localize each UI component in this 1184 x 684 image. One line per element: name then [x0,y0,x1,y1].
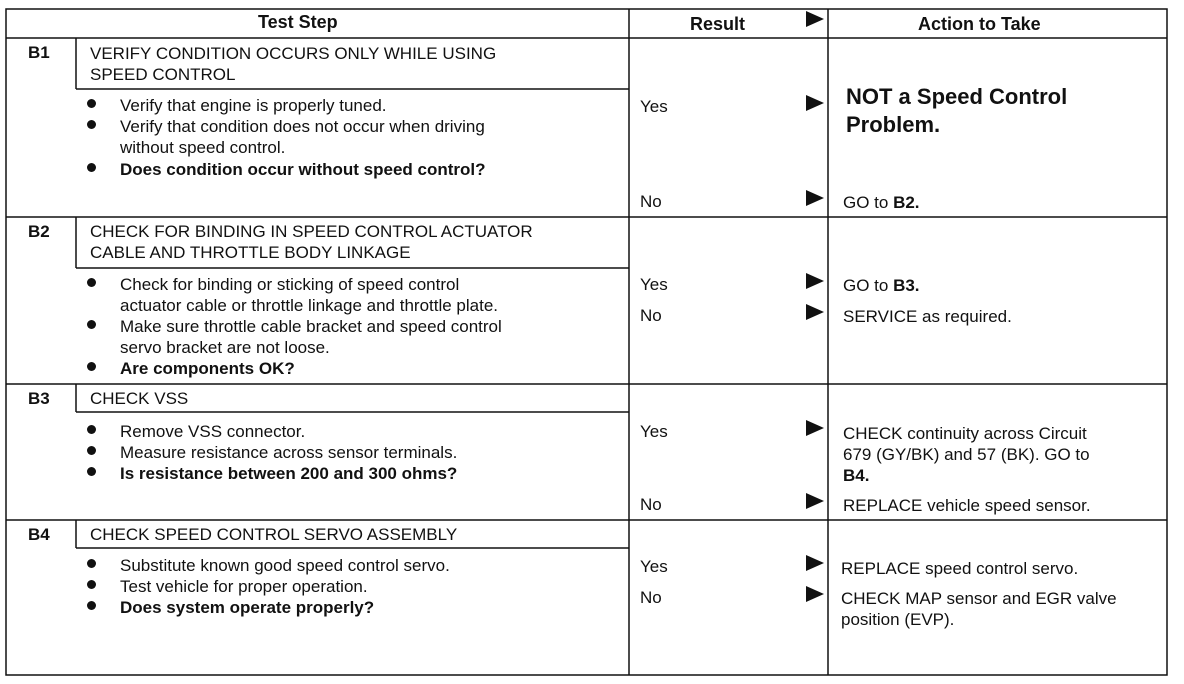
bullet-text: Verify that engine is properly tuned. [120,96,387,115]
result-label: Yes [640,97,668,116]
bullet-question: Does condition occur without speed control? [120,160,486,179]
step-title-line: CHECK VSS [90,389,189,408]
step-id: B4 [28,525,50,544]
bullet-question: Does system operate properly? [120,598,375,617]
bullet-text: without speed control. [120,138,286,157]
result-arrow-icon [806,493,824,509]
step-id: B3 [28,389,50,408]
result-label: No [640,192,662,211]
action-text: GO to B3. [843,276,920,295]
action-text: CHECK MAP sensor and EGR valve [841,589,1117,608]
result-arrow-icon [806,555,824,571]
action-text-bold: B4. [843,466,870,485]
step-title-line: CHECK FOR BINDING IN SPEED CONTROL ACTUATOR [90,222,533,241]
step-title-line: VERIFY CONDITION OCCURS ONLY WHILE USING [90,44,497,63]
bullet-text: Make sure throttle cable bracket and speed control [120,317,502,336]
result-arrow-icon [806,420,824,436]
result-arrow-icon [806,273,824,289]
result-label: Yes [640,422,668,441]
bullet-text: Verify that condition does not occur when driving [120,117,485,136]
bullet-icon [87,446,96,455]
action-text: CHECK continuity across Circuit [843,424,1087,443]
step-title-line: CHECK SPEED CONTROL SERVO ASSEMBLY [90,525,458,544]
action-text: Problem. [846,112,941,137]
bullet-question: Is resistance between 200 and 300 ohms? [120,464,458,483]
result-label: No [640,495,662,514]
action-text: REPLACE speed control servo. [841,559,1079,578]
step-id: B1 [28,43,50,62]
action-text: position (EVP). [841,610,955,629]
action-text: SERVICE as required. [843,307,1012,326]
result-label: No [640,588,662,607]
bullet-icon [87,580,96,589]
header-test-step: Test Step [258,12,338,32]
bullet-icon [87,559,96,568]
bullet-text: Check for binding or sticking of speed control [120,275,460,294]
bullet-text: Measure resistance across sensor terminals. [120,443,458,462]
header-action: Action to Take [918,14,1041,34]
result-label: Yes [640,275,668,294]
bullet-icon [87,467,96,476]
bullet-icon [87,99,96,108]
bullet-icon [87,163,96,172]
result-arrow-icon [806,304,824,320]
bullet-text: servo bracket are not loose. [120,338,330,357]
action-text: NOT a Speed Control [846,84,1068,109]
bullet-icon [87,120,96,129]
bullet-icon [87,425,96,434]
bullet-question: Are components OK? [120,359,295,378]
bullet-icon [87,320,96,329]
action-text: GO to B2. [843,193,920,212]
step-title-line: CABLE AND THROTTLE BODY LINKAGE [90,243,411,262]
bullet-text: actuator cable or throttle linkage and throttle plate. [120,296,499,315]
result-arrow-icon [806,190,824,206]
step-title-line: SPEED CONTROL [90,65,236,84]
bullet-icon [87,601,96,610]
result-arrow-icon [806,586,824,602]
result-label: Yes [640,557,668,576]
bullet-text: Test vehicle for proper operation. [120,577,368,596]
step-id: B2 [28,222,50,241]
action-text: REPLACE vehicle speed sensor. [843,496,1091,515]
bullet-text: Remove VSS connector. [120,422,306,441]
bullet-text: Substitute known good speed control servo. [120,556,450,575]
action-text: 679 (GY/BK) and 57 (BK). GO to [843,445,1090,464]
result-arrow-icon [806,95,824,111]
header-result: Result [690,14,746,34]
bullet-icon [87,362,96,371]
result-label: No [640,306,662,325]
header-arrow-icon [806,11,824,27]
bullet-icon [87,278,96,287]
